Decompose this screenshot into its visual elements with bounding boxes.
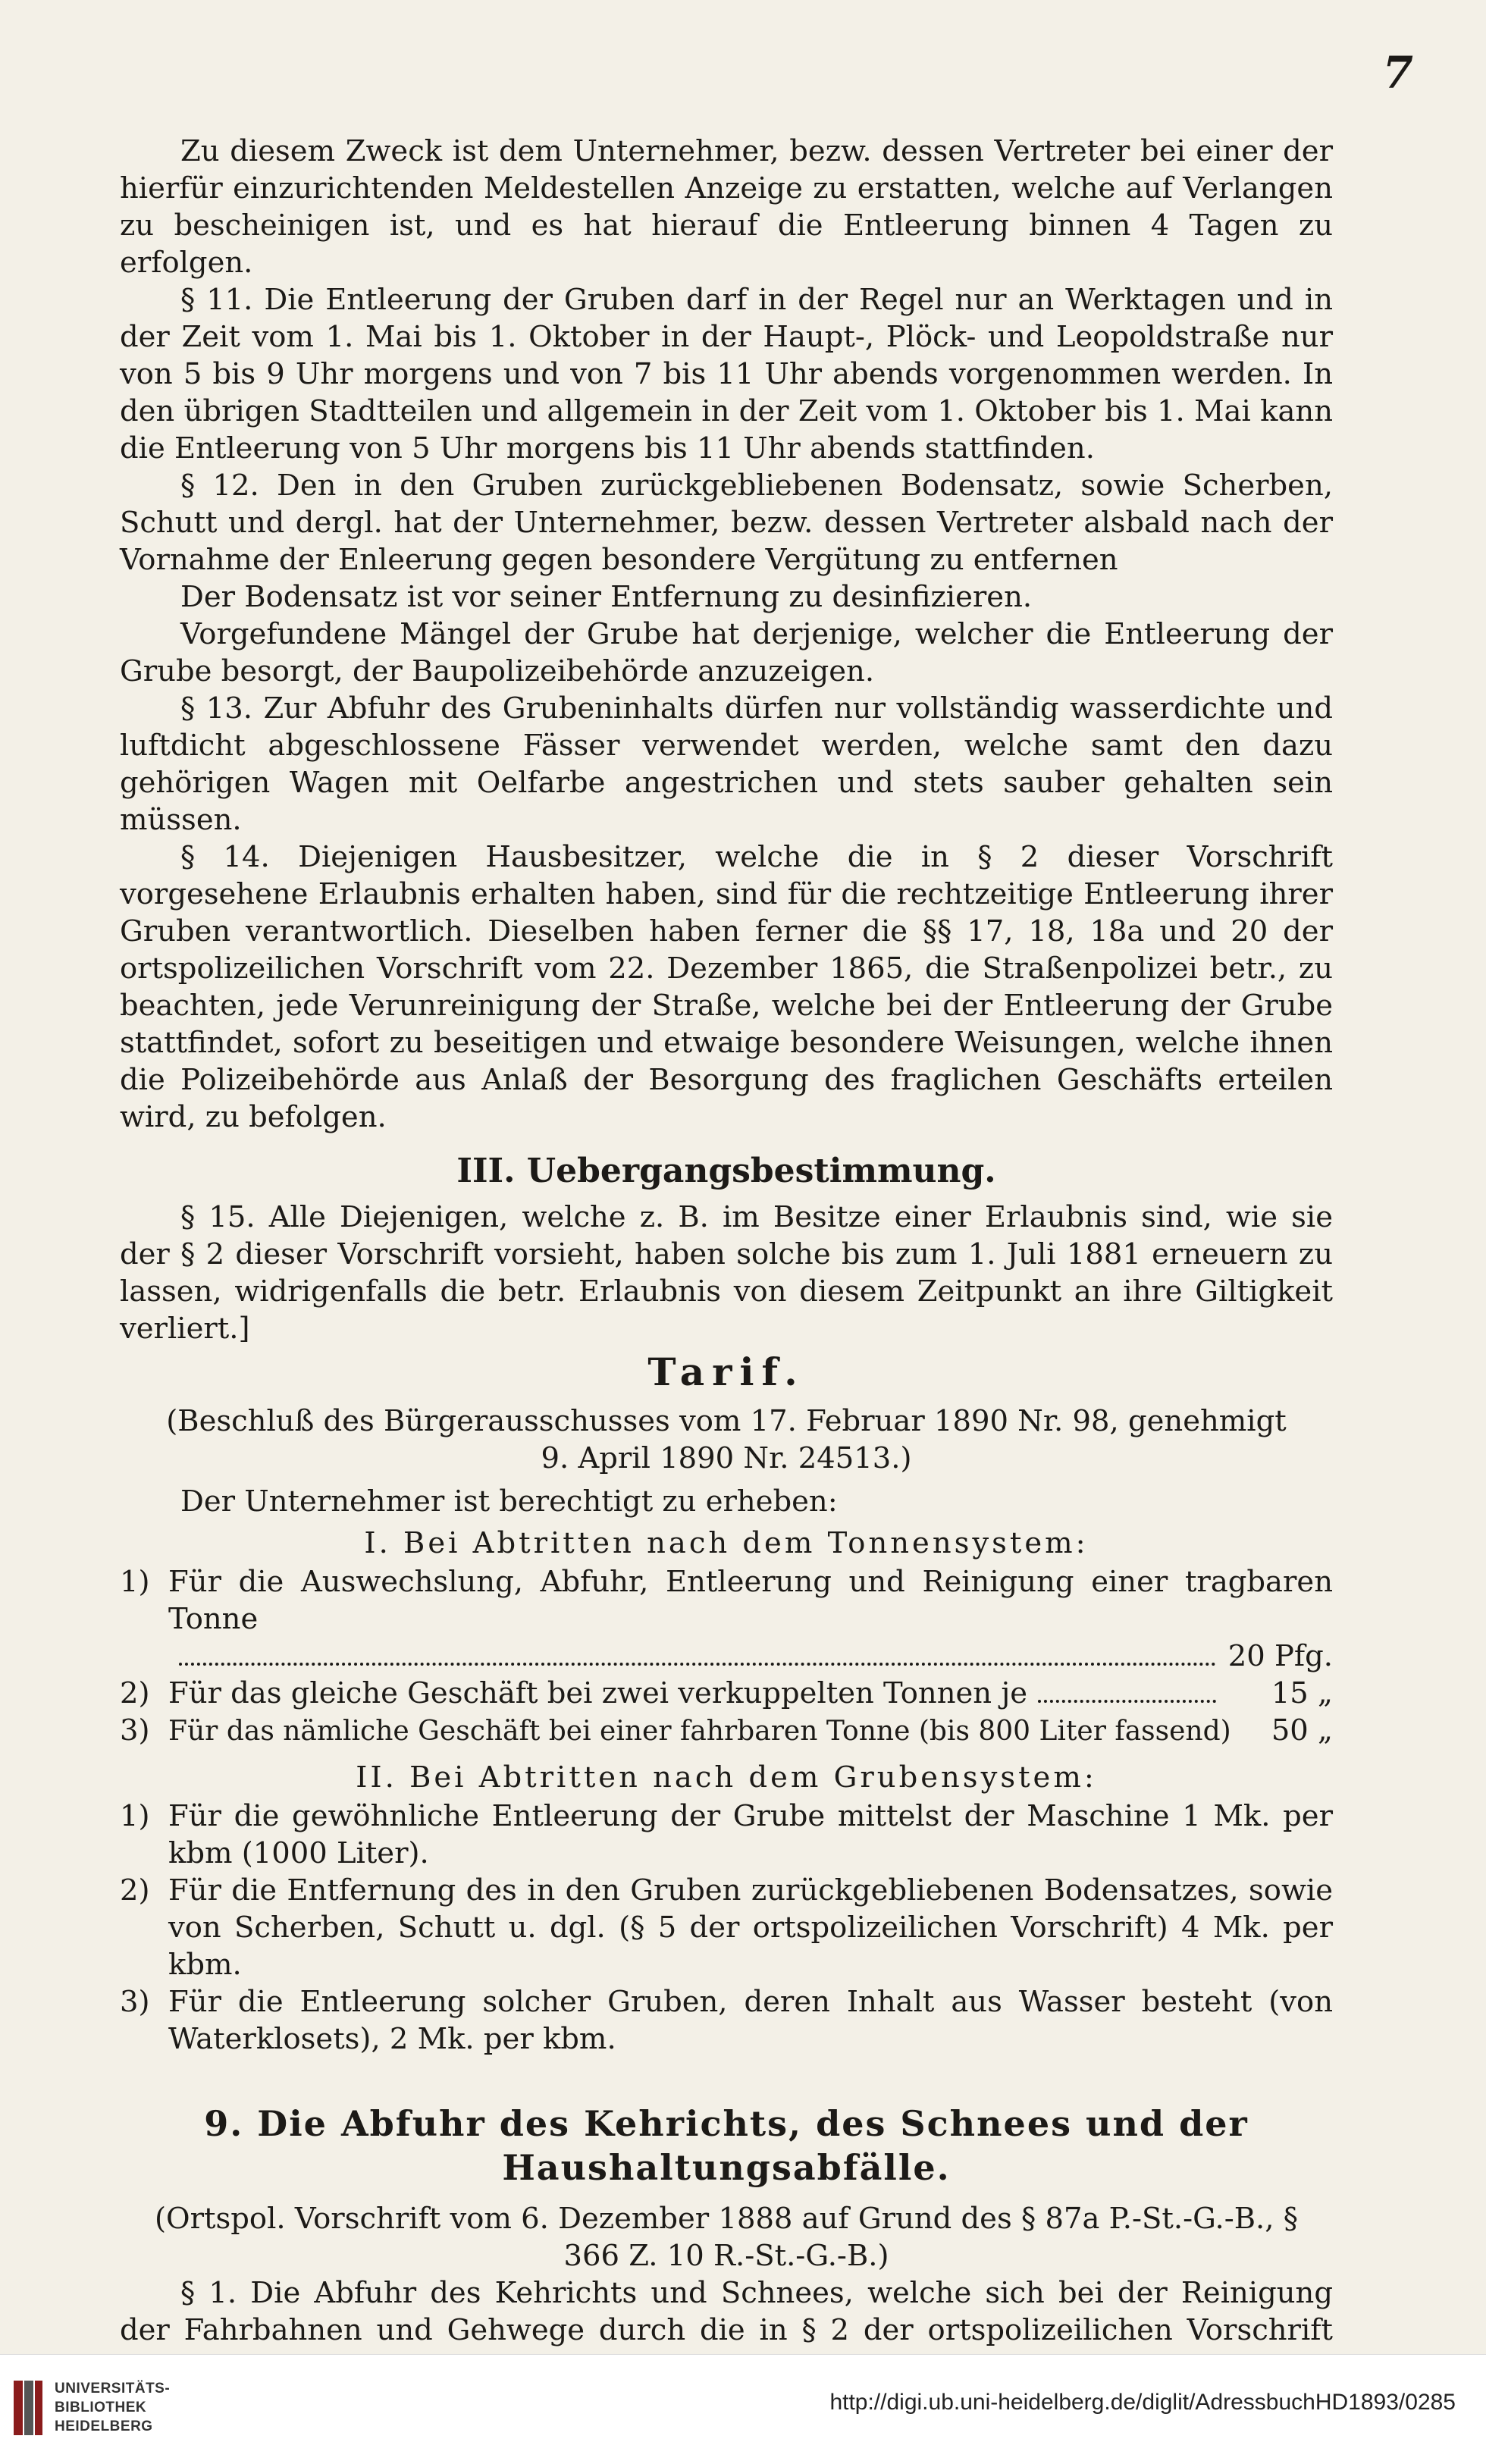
paragraph: Der Bodensatz ist vor seiner Entfernung zu desinfizieren. [180,580,1033,614]
chapter-source: (Ortspol. Vorschrift vom 6. Dezember 1888 auf Grund des § 87a P.-St.-G.-B., § 366 Z. 10 R.-St.-G.-B.) [155,2202,1298,2273]
item-price: 50 „ [1271,1713,1333,1748]
tarif-item [120,1675,1333,1712]
chapter-heading-line: Haushaltungsabfälle. [502,2147,951,2188]
item-number: 1) [120,1799,150,1833]
item-number: 1) [120,1565,150,1599]
library-logo[interactable] [12,2372,194,2447]
tarif-item [120,1872,1333,1983]
library-name [55,2379,170,2436]
tarif-subheading: I. Bei Abtritten nach dem Tonnensystem: [364,1526,1089,1560]
item-price: 20 Pfg. [1227,1639,1333,1673]
logo-line: UNIVERSITÄTS- [55,2381,171,2397]
logo-line: HEIDELBERG [55,2419,153,2434]
paragraph-section-1: § 1. Die Abfuhr des Kehrichts und Schnees, welche sich bei der Reinigung der Fahrbahnen und Gehwege durch die in § 2 der ortspolizeilichen Vorschrift [120,2276,1333,2347]
page-number: 7 [1382,47,1413,99]
viewer-footer [0,2354,1486,2464]
paragraph: Zu diesem Zweck ist dem Unternehmer, bezw. dessen Vertreter bei einer der hierfür einzurichtenden Meldestellen Anzeige zu erstatten, welche auf Verlangen zu bescheinigen ist, und es hat hierauf die Entleerung binnen 4 Tagen zu erfolgen. [120,134,1333,280]
tarif-note: (Beschluß des Bürgerausschusses vom 17. Februar 1890 Nr. 98, genehmigt 9. April 1890 Nr. 24513.) [166,1404,1287,1475]
leader-dots [1038,1700,1216,1703]
chapter-heading [120,2102,1333,2190]
item-text: Für die Entfernung des in den Gruben zurückgebliebenen Bodensatzes, sowie von Scherben, Schutt u. dgl. (§ 5 der ortspolizeilichen Vorschrift) 4 Mk. per kbm. [168,1873,1333,1982]
item-text: Für die gewöhnliche Entleerung der Grube mittelst der Maschine 1 Mk. per kbm (1000 Liter). [168,1799,1333,1870]
chapter-heading-line: 9. Die Abfuhr des Kehrichts, des Schnees und der [204,2103,1249,2144]
library-crest-icon [12,2378,44,2438]
logo-line: BIBLIOTHEK [55,2400,147,2415]
leader-dots [179,1663,1216,1666]
tarif-intro: Der Unternehmer ist berechtigt zu erheben: [180,1484,838,1519]
tarif-heading: Tarif. [647,1350,805,1394]
tarif-subheading: II. Bei Abtritten nach dem Grubensystem: [356,1760,1097,1795]
item-number: 3) [120,1713,150,1748]
item-number: 3) [120,1985,150,2019]
section-heading: III. Uebergangsbestimmung. [456,1152,996,1190]
item-description: Für das nämliche Geschäft bei einer fahrbaren Tonne (bis 800 Liter fassend) [168,1716,1231,1747]
tarif-item [120,1798,1333,1872]
item-number: 2) [120,1873,150,1908]
item-text: Für die Entleerung solcher Gruben, deren Inhalt aus Wasser besteht (von Waterklosets), 2 Mk. per kbm. [168,1985,1333,2056]
tarif-item [120,1563,1333,1675]
paragraph-section-15: § 15. Alle Diejenigen, welche z. B. im Besitze einer Erlaubnis sind, wie sie der § 2 dieser Vorschrift vorsieht, haben solche bis zum 1. Juli 1881 erneuern zu lassen, widrigenfalls die betr. Erlaubnis von diesem Zeitpunkt an ihre Giltigkeit verliert.] [120,1200,1333,1346]
paragraph: Vorgefundene Mängel der Grube hat derjenige, welcher die Entleerung der Grube besorgt, der Baupolizeibehörde anzuzeigen. [120,617,1333,688]
paragraph-section-12: § 12. Den in den Gruben zurückgebliebenen Bodensatz, sowie Scherben, Schutt und dergl. hat der Unternehmer, bezw. dessen Vertreter alsbald nach der Vornahme der Enleerung gegen besondere Vergütung zu entfernen [120,469,1333,577]
paragraph-section-14: § 14. Diejenigen Hausbesitzer, welche die in § 2 dieser Vorschrift vorgesehene Erlaubnis erhalten haben, sind für die rechtzeitige Entleerung ihrer Gruben verantwortlich. Dieselben haben ferner die §§ 17, 18, 18a und 20 der ortspolizeilichen Vorschrift vom 22. Dezember 1865, die Straßenpolizei betr., zu beachten, jede Verunreinigung der Straße, welche bei der Entleerung der Grube stattfindet, sofort zu beseitigen und etwaige besondere Weisungen, welche ihnen die Polizeibehörde aus Anlaß der Besorgung des fraglichen Geschäfts erteilen wird, zu befolgen. [120,840,1333,1134]
tarif-list [120,1798,1333,2058]
tarif-list [120,1563,1333,1750]
page-body [120,133,1333,2423]
item-description: Für die Auswechslung, Abfuhr, Entleerung und Reinigung einer tragbaren Tonne [168,1565,1333,1636]
tarif-item [120,1983,1333,2058]
paragraph-section-11: § 11. Die Entleerung der Gruben darf in der Regel nur an Werktagen und in der Zeit vom 1. Mai bis 1. Oktober in der Haupt-, Plöck- und Leopoldstraße nur von 5 bis 9 Uhr morgens und von 7 bis 11 Uhr abends vorgenommen werden. In den übrigen Stadtteilen und allgemein in der Zeit vom 1. Oktober bis 1. Mai kann die Entleerung von 5 Uhr morgens bis 11 Uhr abends stattfinden. [120,283,1333,466]
tarif-item [120,1712,1333,1750]
paragraph-section-13: § 13. Zur Abfuhr des Grubeninhalts dürfen nur vollständig wasserdichte und luftdicht abgeschlossene Fässer verwendet werden, welche samt den dazu gehörigen Wagen mit Oelfarbe angestrichen und stets sauber gehalten sein müssen. [120,691,1333,837]
item-number: 2) [120,1676,150,1710]
item-price: 15 „ [1271,1676,1333,1710]
item-description: Für das gleiche Geschäft bei zwei verkuppelten Tonnen je [168,1676,1028,1710]
source-url-link[interactable]: http://digi.ub.uni-heidelberg.de/diglit/AdressbuchHD1893/0285 [829,2390,1456,2415]
